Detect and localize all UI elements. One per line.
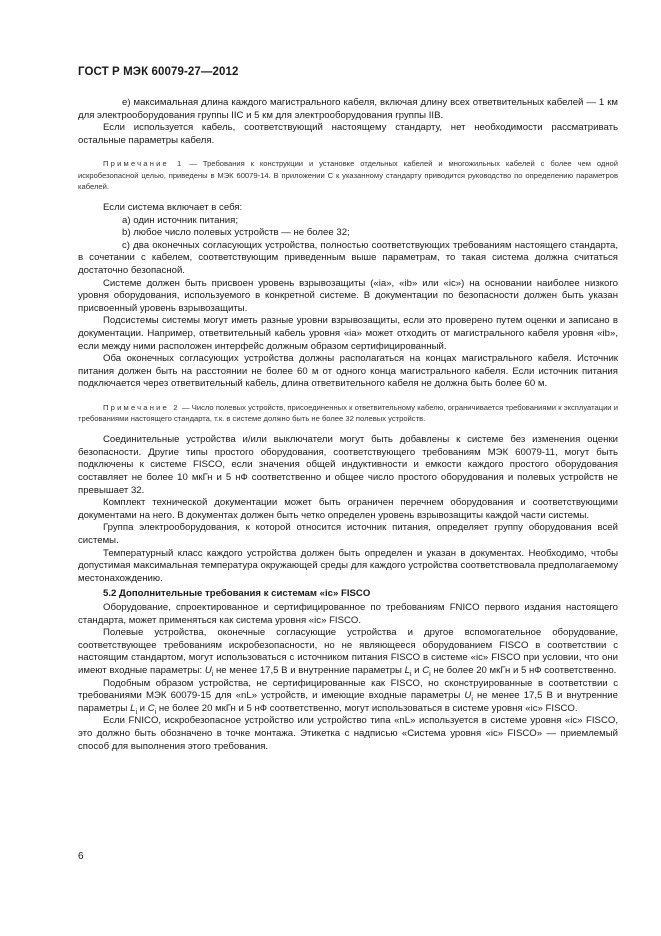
subscript-i: i bbox=[409, 670, 412, 678]
text-run: Полевые устройства, оконечные согласующие устройства и другое вспомогательное оборудование, соответствующее требованиям искробезопасности, но не являющееся оборудованием FISCO в соответствии с настоящим стандартом, могут использоваться с источником питания FISCO в системе «ic» FISCO при условии, что они имеют входные параметры: bbox=[78, 627, 618, 676]
document-header: ГОСТ Р МЭК 60079-27—2012 bbox=[78, 66, 239, 78]
list-item-a: а) один источник питания; bbox=[122, 214, 239, 226]
list-item-b: b) любое число полевых устройств — не более 32; bbox=[122, 227, 350, 239]
text-run: не менее 17,5 В и внутренние параметры bbox=[213, 664, 405, 676]
text-run: не менее 17,5 В и внутренние параметры bbox=[78, 690, 618, 714]
page-number: 6 bbox=[78, 851, 84, 862]
paragraph bbox=[78, 627, 618, 677]
note-1-label: Примечание 1 bbox=[103, 159, 184, 169]
paragraph: Если используется кабель, соответствующий настоящему стандарту, нет необходимости рассматривать остальные параметры кабеля. bbox=[78, 122, 618, 146]
text-run: не более 20 мкГн и 5 нФ соответственно, могут использоваться в системе уровня «ic» FISCO. bbox=[156, 702, 578, 714]
subscript-i: i bbox=[429, 670, 431, 678]
paragraph: Группа электрооборудования, к которой относится источник питания, определяет группу оборудования всей системы. bbox=[78, 522, 618, 547]
paragraph: Комплект технической документации может быть ограничен перечнем оборудования и соответствующими документами на него. В документах должен быть четко определен уровень взрывозащиты каждой части системы. bbox=[78, 497, 618, 521]
symbol-c: C bbox=[147, 702, 155, 714]
subscript-i: i bbox=[211, 670, 214, 678]
text-run: Подобным образом устройства, не сертифицированные как FISCO, но сконструированные в соответствии с требованиями МЭК 60079-15 для «nL» устройств, и имеющие входные параметры bbox=[78, 677, 618, 702]
note-1 bbox=[78, 158, 618, 192]
symbol-u: U bbox=[464, 690, 472, 702]
symbol-c: C bbox=[422, 664, 430, 676]
subscript-i: i bbox=[154, 708, 157, 716]
section-heading: 5.2 Дополнительные требования к системам «ic» FISCO bbox=[103, 588, 371, 600]
subscript-i: i bbox=[471, 696, 473, 704]
paragraph: Системе должен быть присвоен уровень взрывозащиты («ia», «ib» или «ic») на основании наиболее низкого уровня оборудования, используемого в конкретной системе. В документации по безопасности должен быть указан присвоенный уровень взрывозащиты. bbox=[78, 277, 618, 314]
paragraph: Оба оконечных согласующих устройства должны располагаться на концах магистрального кабеля. Источник питания должен быть на расстоянии не более 60 м от одного конца магистрального кабеля. Если источник питания подключается через ответвительный кабель, длина ответвительного кабеля не должна быть более 60 м. bbox=[78, 353, 618, 390]
text-run: не более 20 мкГн и 5 нФ соответственно. bbox=[430, 664, 617, 676]
symbol-l: L bbox=[404, 664, 410, 676]
text-run: и bbox=[137, 702, 148, 714]
subscript-i: i bbox=[135, 708, 138, 716]
note-1-text: — Требования к конструкции и установке отдельных кабелей и многожильных кабелей с более чем одной искробезопасной целью, приведены в МЭК 60079-14. В приложении С к указанному стандарту приводится руководство по определению параметров кабелей. bbox=[78, 159, 618, 191]
list-item-e: е) максимальная длина каждого магистрального кабеля, включая длину всех ответвительных кабелей — 1 км для электрооборудования группы IIC и 5 км для электрооборудования группы IIB. bbox=[78, 97, 618, 121]
note-2-label: Примечание 2 bbox=[103, 402, 180, 412]
paragraph: Подсистемы системы могут иметь разные уровни взрывозащиты, если это проверено путем оценки и записано в документации. Например, ответвительный кабель уровня «ia» может отходить от магистрального кабеля уровня «ib», если между ними расположен интерфейс должным образом сертифицированный. bbox=[78, 315, 618, 352]
note-2 bbox=[78, 402, 618, 424]
symbol-u: U bbox=[204, 664, 212, 676]
paragraph: Соединительные устройства и/или выключатели могут быть добавлены к системе без изменения оценки безопасности. Другие типы простого оборудования, соответствующего требованиям МЭК 60079-11, могут быть подключены к системе FISCO, если значения общей индуктивности и емкости каждого простого оборудования составляет не более 10 мкГн и 5 нФ соответственно и общее число простого оборудования и полевых устройств не превышает 32. bbox=[78, 434, 618, 496]
paragraph: Если FNICO, искробезопасное устройство или устройство типа «nL» используется в системе уровня «ic» FISCO, это должно быть обозначено в точке монтажа. Этикетка с надписью «Система уровня «ic» FISCO» — приемлемый способ для выполнения этого требования. bbox=[78, 715, 618, 752]
paragraph: Температурный класс каждого устройства должен быть определен и указан в документах. Необходимо, чтобы допустимая максимальная температура окружающей среды для каждого устройства соответствовала предполагаемому местонахождению. bbox=[78, 547, 618, 584]
paragraph: Оборудование, спроектированное и сертифицированное по требованиям FNICO первого издания настоящего стандарта, может применяться как система уровня «ic» FISCO. bbox=[78, 602, 618, 626]
paragraph: Если система включает в себя: bbox=[103, 201, 243, 213]
document-body bbox=[78, 97, 618, 753]
note-2-text: — Число полевых устройств, присоединенных к ответвительному кабелю, ограничивается требованиями к эксплуатации и требованиями настоящего стандарта, т.к. в системе должно быть не более 32 полевых устройств. bbox=[78, 402, 618, 424]
symbol-l: L bbox=[130, 702, 136, 714]
text-run: и bbox=[411, 664, 423, 676]
paragraph bbox=[78, 678, 618, 716]
list-item-c: с) два оконечных согласующих устройства, полностью соответствующих требованиям настоящего стандарта, в сочетании с кабелем, соответствующим приведенным выше параметрам, то такая система должна считаться достаточно безопасной. bbox=[78, 239, 618, 276]
